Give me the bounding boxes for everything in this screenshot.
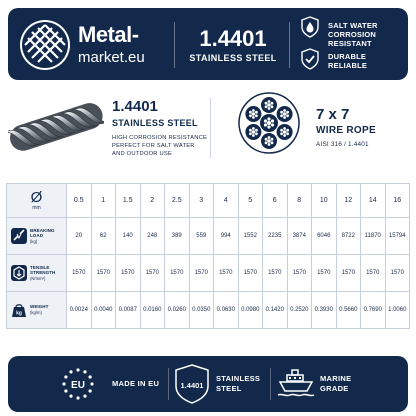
diameter-cell: 10 [312, 184, 337, 218]
product-type: WIRE ROPE [316, 125, 376, 136]
badge-code: 1.4401 [180, 381, 204, 390]
table-cell: 1570 [189, 255, 214, 292]
brand-domain: market.eu [78, 49, 145, 66]
table-cell: 0.7690 [361, 292, 386, 329]
product-desc-line2: PERFECT FOR SALT WATER [112, 143, 195, 149]
breaking-load-row [7, 218, 410, 255]
weight-header [7, 292, 67, 329]
tensile-strength-row [7, 255, 410, 292]
brand-name: Metal- [78, 22, 139, 47]
weight-icon [11, 302, 27, 318]
breaking-load-header [7, 218, 67, 255]
wire-cross-section-icon [238, 92, 300, 154]
table-cell: 0.0160 [140, 292, 165, 329]
product-desc-line1: HIGH CORROSION RESISTANCE [112, 135, 208, 141]
stainless-steel-text [216, 374, 260, 394]
diameter-cell: 5 [238, 184, 263, 218]
construction-label: 7 x 7 [316, 106, 350, 123]
table-cell: 0.0630 [214, 292, 239, 329]
feature-corrosion-line1: SALT WATER [328, 21, 378, 30]
table-cell: 248 [140, 218, 165, 255]
ship-icon [276, 368, 316, 405]
marine-grade-text [320, 374, 351, 394]
table-cell: 1570 [165, 255, 190, 292]
diameter-unit: mm [32, 204, 41, 211]
specs-table [6, 183, 410, 329]
table-cell: 1570 [287, 255, 312, 292]
steel-badge-icon [174, 364, 210, 409]
feature-durable-line2: RELIABLE [328, 61, 368, 70]
marine-grade-line2: GRADE [320, 384, 349, 393]
table-cell: 559 [189, 218, 214, 255]
table-cell: 1570 [263, 255, 288, 292]
svg-text:kg: kg [16, 310, 22, 317]
table-cell: 0.0980 [238, 292, 263, 329]
diameter-cell: 2 [140, 184, 165, 218]
footer-divider [270, 368, 271, 400]
table-cell: 0.0040 [91, 292, 116, 329]
eu-stars-icon [60, 366, 96, 407]
table-cell: 1570 [238, 255, 263, 292]
table-cell: 1570 [116, 255, 141, 292]
table-cell: 3874 [287, 218, 312, 255]
diameter-cell: 0.5 [67, 184, 92, 218]
table-cell: 994 [214, 218, 239, 255]
header-divider [174, 22, 175, 68]
table-cell: 62 [91, 218, 116, 255]
wire-rope-logo-icon [20, 20, 70, 70]
header-material-name: STAINLESS STEEL [189, 53, 277, 63]
table-cell: 140 [116, 218, 141, 255]
breaking-load-unit: (kg) [30, 238, 38, 244]
table-cell: 0.0350 [189, 292, 214, 329]
table-cell: 2235 [263, 218, 288, 255]
feature-corrosion [328, 21, 408, 48]
table-cell: 1570 [91, 255, 116, 292]
footer-divider [168, 368, 169, 400]
table-cell: 1570 [361, 255, 386, 292]
marine-grade-line1: MARINE [320, 374, 352, 383]
diameter-cell: 8 [287, 184, 312, 218]
section-divider [210, 98, 211, 158]
table-cell: 1570 [385, 255, 410, 292]
table-cell: 1552 [238, 218, 263, 255]
table-cell: 1570 [214, 255, 239, 292]
diameter-header [7, 184, 67, 218]
product-description [112, 134, 222, 158]
diameter-cell: 14 [361, 184, 386, 218]
table-cell: 1570 [312, 255, 337, 292]
tensile-strength-label2: STRENGTH [30, 270, 56, 276]
breaking-load-icon [11, 228, 27, 244]
footer-banner [8, 356, 408, 412]
tensile-strength-label1: TENSILE [30, 264, 50, 270]
table-cell: 1570 [336, 255, 361, 292]
diameter-cell: 3 [189, 184, 214, 218]
table-cell: 389 [165, 218, 190, 255]
product-code: 1.4401 [112, 98, 158, 115]
table-cell: 0.0260 [165, 292, 190, 329]
wire-rope-image [12, 98, 102, 154]
diameter-icon: Ø [30, 188, 43, 206]
water-drop-icon [300, 16, 320, 36]
made-in-eu-text: MADE IN EU [112, 379, 160, 388]
table-cell: 15794 [385, 218, 410, 255]
table-cell: 20 [67, 218, 92, 255]
tensile-strength-unit: (N/mm²) [30, 275, 46, 281]
diameter-cell: 2.5 [165, 184, 190, 218]
table-cell: 0.0087 [116, 292, 141, 329]
diameter-cell: 4 [214, 184, 239, 218]
table-cell: 0.5660 [336, 292, 361, 329]
diameter-cell: 6 [263, 184, 288, 218]
header-banner [8, 8, 408, 80]
product-material: STAINLESS STEEL [112, 118, 198, 128]
table-cell: 1.0060 [385, 292, 410, 329]
diameter-cell: 16 [385, 184, 410, 218]
tensile-strength-header [7, 255, 67, 292]
stainless-steel-line1: STAINLESS [216, 374, 261, 383]
stainless-steel-line2: STEEL [216, 384, 242, 393]
weight-unit: (kg/m) [30, 310, 42, 315]
diameter-row [7, 184, 410, 218]
header-material-code: 1.4401 [199, 26, 267, 51]
table-cell: 0.1420 [263, 292, 288, 329]
table-cell: 1570 [67, 255, 92, 292]
table-cell: 8722 [336, 218, 361, 255]
shield-check-icon [300, 48, 320, 68]
feature-corrosion-line2: CORROSION RESISTANT [328, 30, 377, 48]
eu-label: EU [71, 380, 85, 391]
feature-durable-line1: DURABLE [328, 52, 367, 61]
table-cell: 0.2520 [287, 292, 312, 329]
weight-row [7, 292, 410, 329]
diameter-cell: 1.5 [116, 184, 141, 218]
diameter-cell: 1 [91, 184, 116, 218]
header-divider [289, 22, 290, 68]
product-standard: AISI 316 / 1.4401 [316, 141, 369, 148]
table-cell: 11870 [361, 218, 386, 255]
weight-label1: WEIGHT [30, 304, 49, 310]
diameter-cell: 12 [336, 184, 361, 218]
breaking-load-label1: BREAKING [30, 227, 55, 233]
tensile-strength-icon [11, 265, 27, 281]
table-cell: 6046 [312, 218, 337, 255]
table-cell: 0.0024 [67, 292, 92, 329]
feature-durable [328, 52, 367, 70]
table-cell: 0.3930 [312, 292, 337, 329]
product-desc-line3: AND OUTDOOR USE [112, 151, 173, 157]
table-cell: 1570 [140, 255, 165, 292]
breaking-load-label2: LOAD [30, 233, 44, 239]
